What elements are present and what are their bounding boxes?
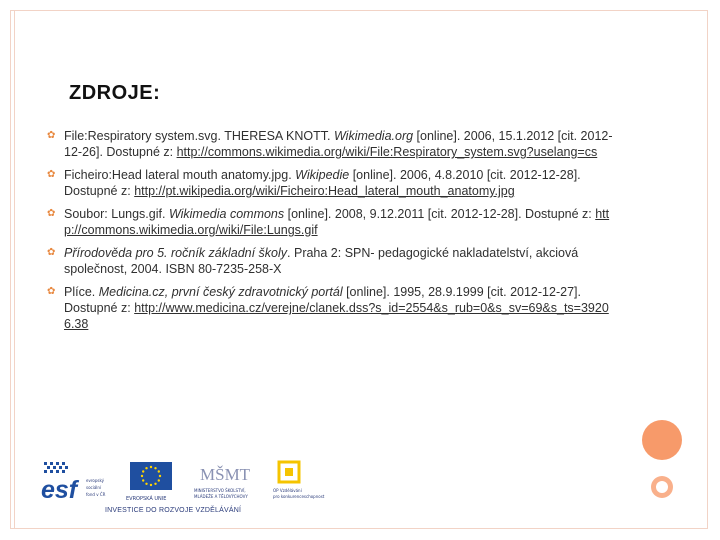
eu-star <box>159 475 161 477</box>
reference-source: Wikipedie <box>295 168 350 182</box>
reference-link[interactable]: http://pt.wikipedia.org/wiki/Ficheiro:Head_lateral_mouth_anatomy.jpg <box>134 184 515 198</box>
svg-text:MŠMT: MŠMT <box>200 465 251 484</box>
svg-text:pro konkurenceschopnost: pro konkurenceschopnost <box>273 494 325 499</box>
decorative-orange-ring <box>651 476 673 498</box>
svg-text:MLÁDEŽE A TĚLOVÝCHOVY: MLÁDEŽE A TĚLOVÝCHOVY <box>194 494 248 499</box>
reference-text: [online]. 2006, 15.1.2012 [cit. 2012-12-26]. Dostupné z: <box>64 129 613 159</box>
reference-text: [online]. 1995, 28.9.1999 [cit. 2012-12-27]. Dostupné z: <box>64 285 581 315</box>
svg-text:sociální: sociální <box>86 485 102 490</box>
reference-item <box>46 284 616 332</box>
bullet-icon: ✿ <box>47 247 56 258</box>
decorative-orange-circle <box>642 420 682 460</box>
reference-source: Medicina.cz, první český zdravotnický portál <box>98 285 343 299</box>
reference-item <box>46 245 616 277</box>
bullet-icon: ✿ <box>47 286 56 297</box>
eu-star <box>141 475 143 477</box>
frame-left-line <box>14 10 15 529</box>
svg-text:OP Vzdělávání: OP Vzdělávání <box>273 488 302 493</box>
bullet-icon: ✿ <box>47 208 56 219</box>
svg-text:evropský: evropský <box>86 478 104 483</box>
reference-source: Přírodověda pro 5. ročník základní školy <box>64 246 288 260</box>
bullet-icon: ✿ <box>47 130 56 141</box>
eu-star <box>150 466 152 468</box>
reference-text: Plíce. <box>64 285 99 299</box>
eu-star <box>142 479 144 481</box>
reference-item <box>46 167 616 199</box>
eu-star <box>158 470 160 472</box>
esf-logo <box>40 460 120 502</box>
reference-text: [online]. 2006, 4.8.2010 [cit. 2012-12-28]. Dostupné z: <box>64 168 581 198</box>
svg-text:MINISTERSTVO ŠKOLSTVÍ,: MINISTERSTVO ŠKOLSTVÍ, <box>194 488 246 493</box>
reference-item <box>46 128 616 160</box>
reference-text: Soubor: Lungs.gif. <box>64 207 169 221</box>
reference-text: File:Respiratory system.svg. THERESA KNOTT. <box>64 129 334 143</box>
op-logo <box>273 462 325 502</box>
svg-text:esf: esf <box>41 476 78 504</box>
eu-star <box>154 483 156 485</box>
bullet-icon: ✿ <box>47 169 56 180</box>
reference-link[interactable]: http://commons.wikimedia.org/wiki/File:Respiratory_system.svg?uselang=cs <box>176 145 598 159</box>
eu-star <box>154 467 156 469</box>
eu-star <box>158 479 160 481</box>
reference-text: Ficheiro:Head lateral mouth anatomy.jpg. <box>64 168 296 182</box>
eu-star <box>145 467 147 469</box>
reference-list <box>46 128 616 339</box>
reference-text: . Praha 2: SPN- pedagogické nakladatelství, akciová společnost, 2004. ISBN 80-7235-258-X <box>64 246 579 276</box>
reference-link[interactable]: http://commons.wikimedia.org/wiki/File:Lungs.gif <box>64 207 610 237</box>
reference-text: [online]. 2008, 9.12.2011 [cit. 2012-12-28]. Dostupné z: <box>284 207 596 221</box>
slide-title: ZDROJE: <box>69 82 161 104</box>
eu-flag-logo <box>126 462 176 502</box>
reference-source: Wikimedia commons <box>168 207 285 221</box>
svg-text:fond v ČR: fond v ČR <box>86 492 106 497</box>
svg-text:EVROPSKÁ UNIE: EVROPSKÁ UNIE <box>126 496 167 502</box>
reference-source: Wikimedia.org <box>333 129 414 143</box>
msmt-logo <box>192 460 276 502</box>
reference-item <box>46 206 616 238</box>
eu-star <box>150 484 152 486</box>
funding-logos <box>40 460 330 520</box>
eu-star <box>142 470 144 472</box>
eu-star <box>145 483 147 485</box>
reference-link[interactable]: http://www.medicina.cz/verejne/clanek.dss?s_id=2554&s_rub=0&s_sv=69&s_ts=39206.38 <box>64 301 609 331</box>
logo-caption: INVESTICE DO ROZVOJE VZDĚLÁVÁNÍ <box>105 507 242 514</box>
